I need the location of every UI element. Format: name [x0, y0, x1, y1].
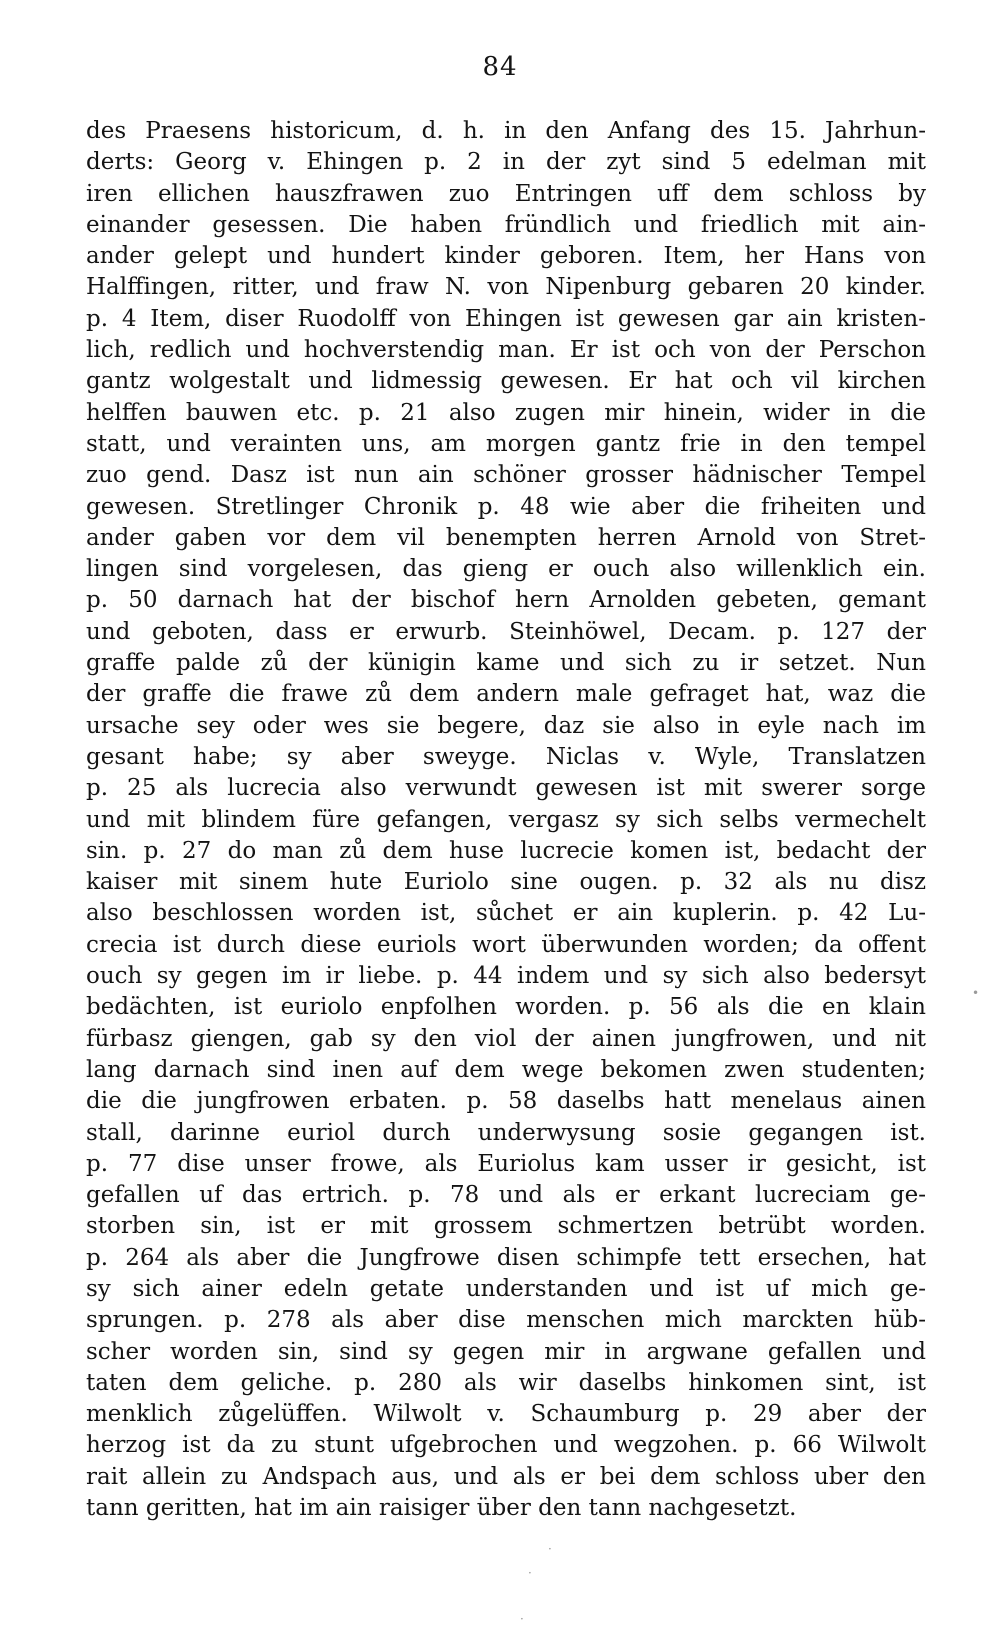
text-line: gewesen. Stretlinger Chronik p. 48 wie aber die friheiten und: [86, 493, 926, 520]
text-line: gesant habe; sy aber sweyge. Niclas v. Wyle, Translatzen: [86, 743, 926, 770]
scan-speck: •: [972, 986, 980, 1000]
text-line: sprungen. p. 278 als aber dise menschen mich marckten hüb-: [86, 1307, 926, 1334]
text-line: storben sin, ist er mit grossem schmertzen betrübt worden.: [86, 1213, 926, 1240]
text-line: der graffe die frawe zů dem andern male gefraget hat, waz die: [86, 681, 926, 708]
page-number: 84: [482, 52, 518, 82]
text-line: p. 25 als lucrecia also verwundt gewesen ist mit swerer sorge: [86, 775, 926, 802]
text-line: lang darnach sind inen auf dem wege bekomen zwen studenten;: [86, 1056, 926, 1083]
text-line: ursache sey oder wes sie begere, daz sie also in eyle nach im: [86, 712, 926, 739]
text-line: gefallen uf das ertrich. p. 78 und als er erkant lucreciam ge-: [86, 1182, 926, 1209]
text-line: statt, und verainten uns, am morgen gantz frie in den tempel: [86, 430, 926, 457]
text-line: graffe palde zů der künigin kame und sich zu ir setzet. Nun: [86, 650, 926, 677]
text-line: ander gelept und hundert kinder geboren. Item, her Hans von: [86, 243, 926, 270]
text-line: lich, redlich und hochverstendig man. Er ist och von der Perschon: [86, 337, 926, 364]
text-line: stall, darinne euriol durch underwysung sosie gegangen ist.: [86, 1119, 926, 1146]
text-line: also beschlossen worden ist, sůchet er ain kuplerin. p. 42 Lu-: [86, 900, 926, 927]
text-line: taten dem geliche. p. 280 als wir daselbs hinkomen sint, ist: [86, 1369, 926, 1396]
text-line: des Praesens historicum, d. h. in den Anfang des 15. Jahrhun-: [86, 118, 926, 144]
text-line: bedächten, ist euriolo enpfolhen worden. p. 56 als die en klain: [86, 994, 926, 1021]
text-line: p. 50 darnach hat der bischof hern Arnolden gebeten, gemant: [86, 587, 926, 614]
text-line: und geboten, dass er erwurb. Steinhöwel, Decam. p. 127 der: [86, 618, 926, 645]
text-line: zuo gend. Dasz ist nun ain schöner grosser hädnischer Tempel: [86, 462, 926, 489]
text-line: lingen sind vorgelesen, das gieng er ouch also willenklich ein.: [86, 556, 926, 583]
text-line: iren ellichen hauszfrawen zuo Entringen uff dem schloss by: [86, 180, 926, 207]
scan-speck: ·: [528, 1566, 532, 1580]
text-line: tann geritten, hat im ain raisiger über den tann nachgesetzt.: [86, 1495, 797, 1522]
body-text: [86, 116, 926, 1524]
text-line: kaiser mit sinem hute Euriolo sine ougen. p. 32 als nu disz: [86, 869, 926, 896]
text-line: Halffingen, ritter, und fraw N. von Nipenburg gebaren 20 kinder.: [86, 274, 926, 301]
text-line: crecia ist durch diese euriols wort überwunden worden; da offent: [86, 931, 926, 958]
text-line: und mit blindem füre gefangen, vergasz sy sich selbs vermechelt: [86, 806, 926, 833]
text-line: einander gesessen. Die haben fründlich und friedlich mit ain-: [86, 211, 926, 238]
scan-speck: ·: [520, 1612, 524, 1626]
text-line: derts: Georg v. Ehingen p. 2 in der zyt sind 5 edelman mit: [86, 149, 926, 176]
text-line: die die jungfrowen erbaten. p. 58 daselbs hatt menelaus ainen: [86, 1088, 926, 1115]
text-line: p. 4 Item, diser Ruodolff von Ehingen ist gewesen gar ain kristen-: [86, 305, 926, 332]
text-line: helffen bauwen etc. p. 21 also zugen mir hinein, wider in die: [86, 399, 926, 426]
text-line: ander gaben vor dem vil benempten herren Arnold von Stret-: [86, 524, 926, 551]
scan-speck: ·: [548, 1542, 552, 1556]
text-line: menklich zůgelüffen. Wilwolt v. Schaumburg p. 29 aber der: [86, 1401, 926, 1428]
text-line: herzog ist da zu stunt ufgebrochen und wegzohen. p. 66 Wilwolt: [86, 1432, 926, 1459]
text-line: sin. p. 27 do man zů dem huse lucrecie komen ist, bedacht der: [86, 837, 926, 864]
text-line: sy sich ainer edeln getate understanden und ist uf mich ge-: [86, 1275, 926, 1302]
text-line: p. 264 als aber die Jungfrowe disen schimpfe tett ersechen, hat: [86, 1244, 926, 1271]
text-line: p. 77 dise unser frowe, als Euriolus kam usser ir gesicht, ist: [86, 1150, 926, 1177]
text-line: rait allein zu Andspach aus, und als er bei dem schloss uber den: [86, 1463, 926, 1490]
text-line: scher worden sin, sind sy gegen mir in argwane gefallen und: [86, 1338, 926, 1365]
text-line: gantz wolgestalt und lidmessig gewesen. Er hat och vil kirchen: [86, 368, 926, 395]
text-line: ouch sy gegen im ir liebe. p. 44 indem und sy sich also bedersyt: [86, 963, 926, 990]
text-line: fürbasz giengen, gab sy den viol der ainen jungfrowen, und nit: [86, 1025, 926, 1052]
